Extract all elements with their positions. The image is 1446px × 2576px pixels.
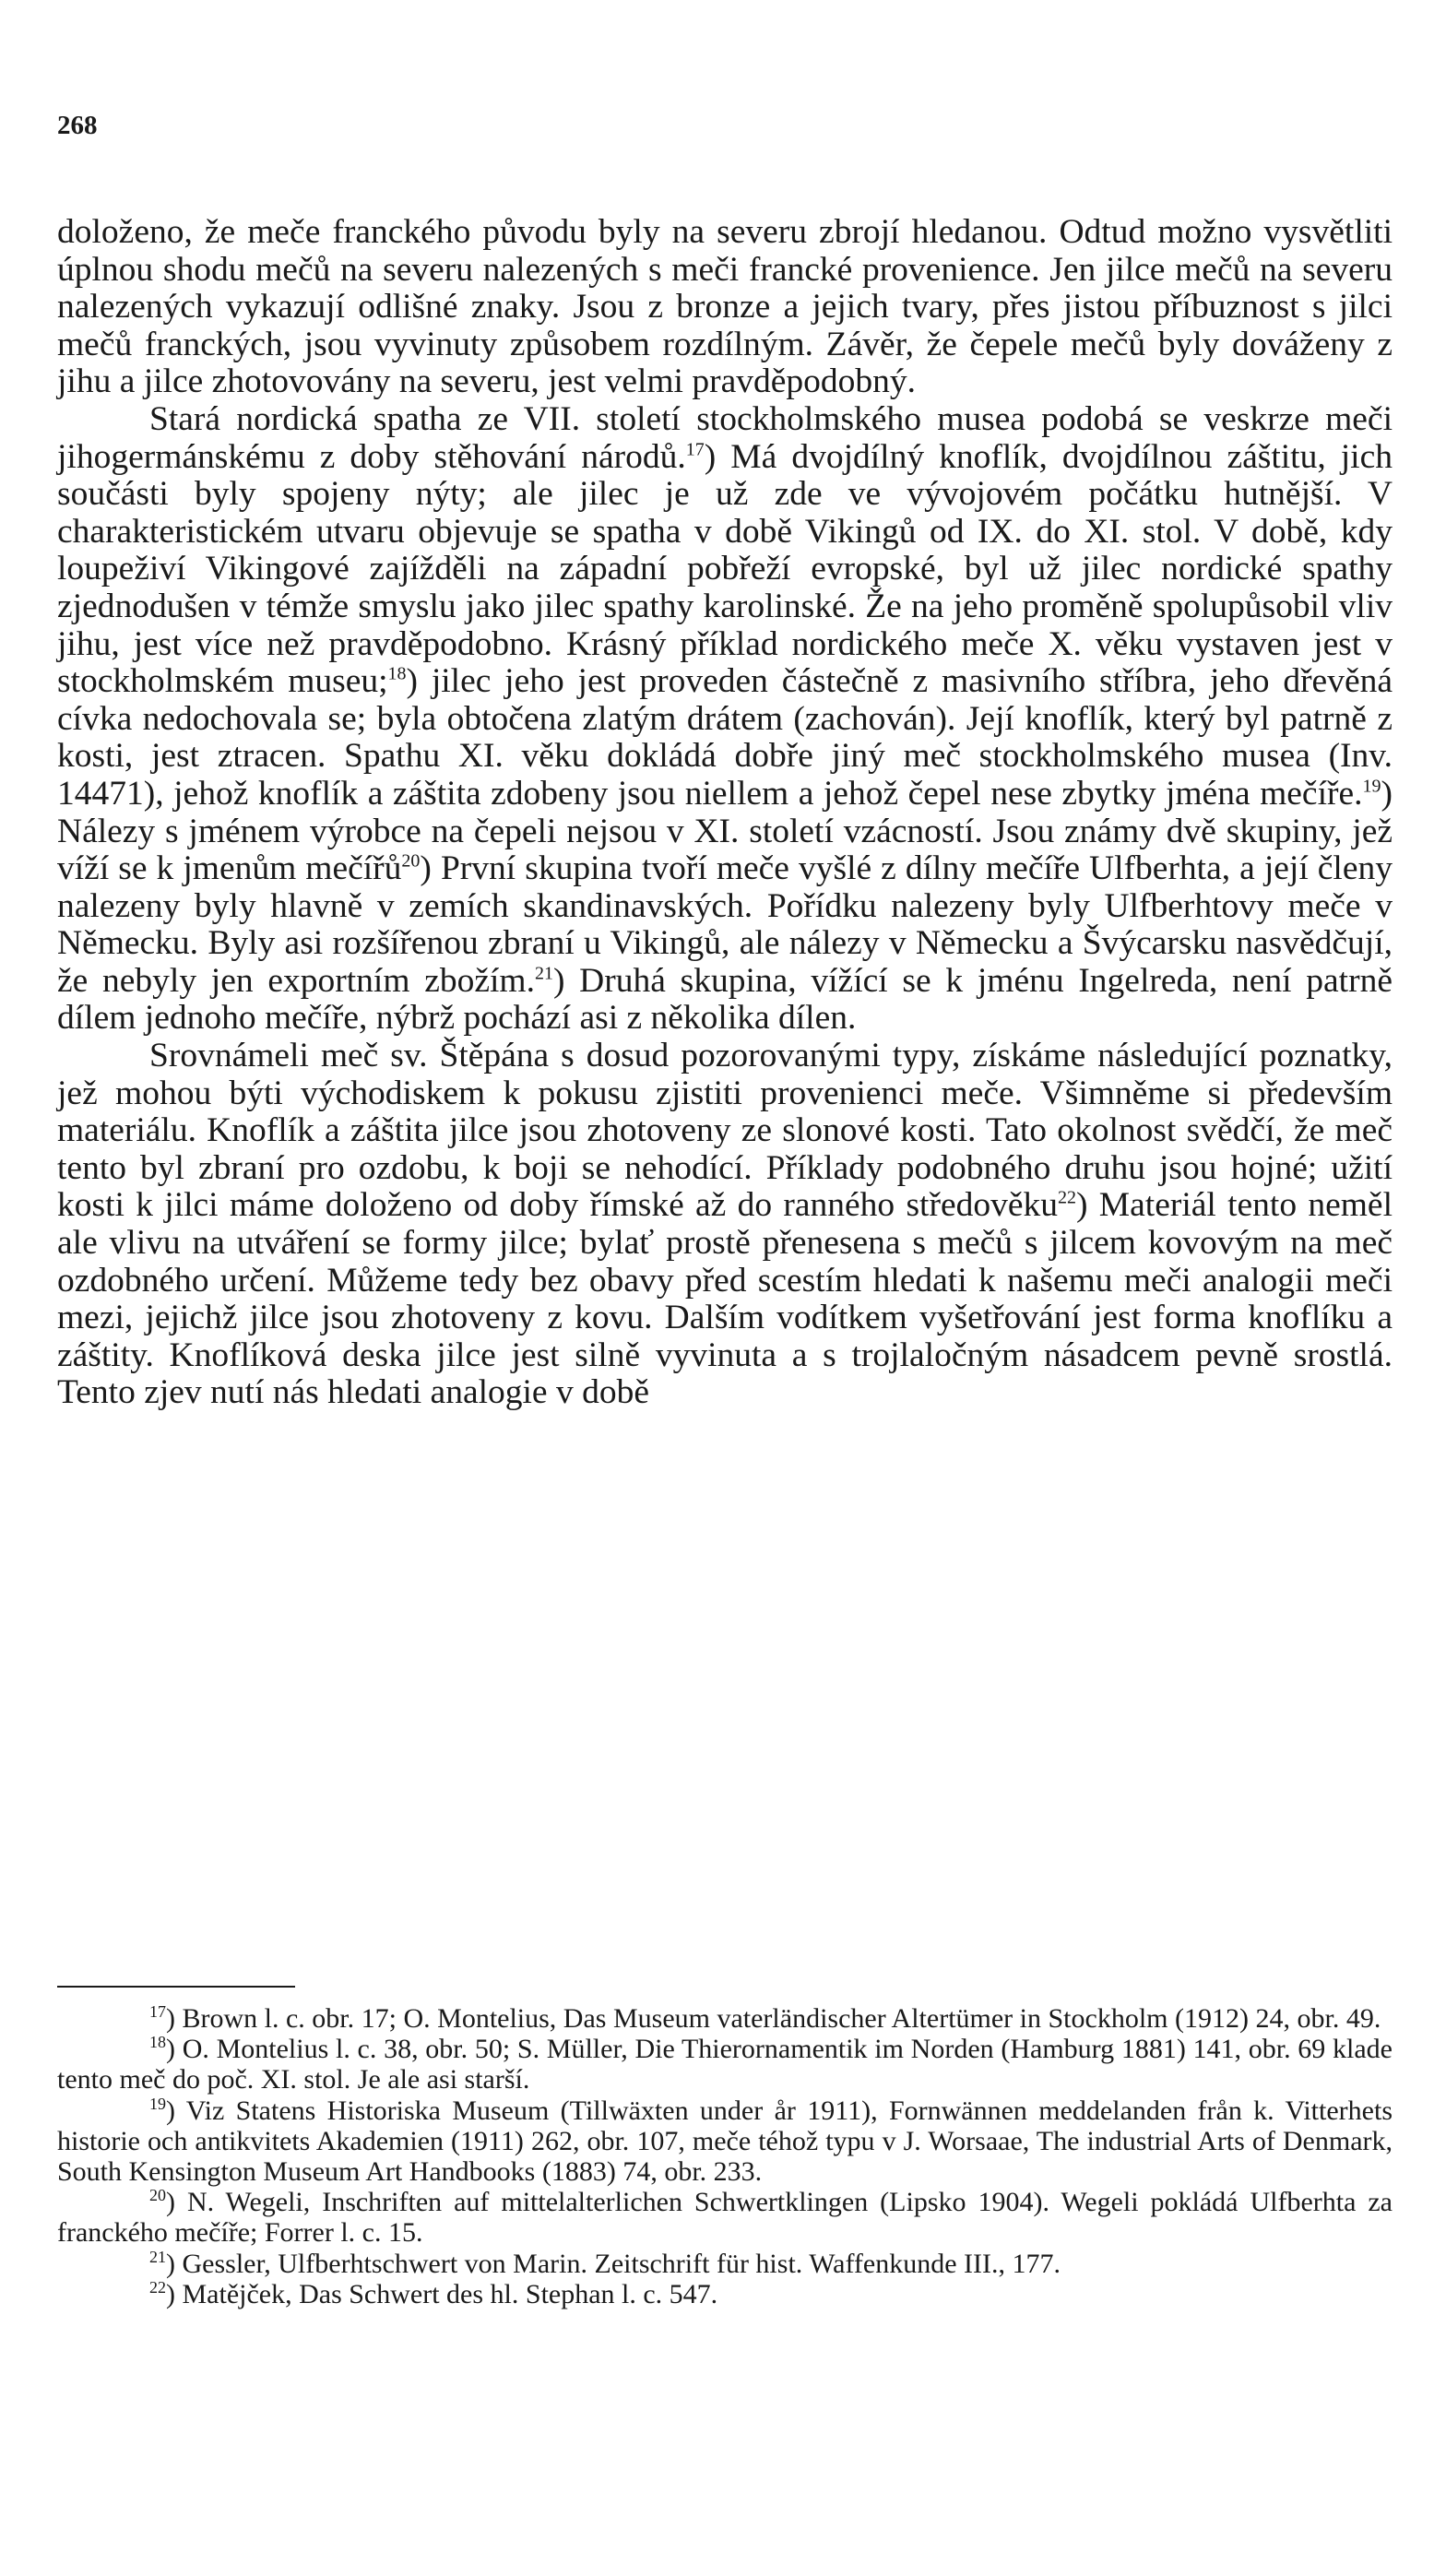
paragraph-text: ) Druhá skupina, vížící se k jménu Ingelreda, není patrně dílem jednoho mečíře, nýbrž pochází asi z několika dílen. [57, 961, 1393, 1038]
footnote-text: ) Gessler, Ulfberhtschwert von Marin. Zeitschrift für hist. Waffenkunde III., 177. [166, 2248, 1061, 2279]
footnote-text: ) Matějček, Das Schwert des hl. Stephan l. c. 547. [166, 2278, 718, 2309]
body-text [57, 214, 1393, 1412]
paragraph-text: doloženo, že meče franckého původu byly na severu zbrojí hledanou. Odtud možno vysvětliti úplnou shodu mečů na severu nalezených s meči francké provenience. Jen jilce mečů na severu nalezených vykazují odlišné znaky. Jsou z bronze a jejich tvary, přes jistou příbuznost s jilci mečů franckých, jsou vyvinuty způsobem rozdílným. Závěr, že čepele mečů byly dováženy z jihu a jilce zhotovovány na severu, jest velmi pravděpodobný. [57, 213, 1393, 401]
footnote-number: 22 [149, 2277, 166, 2297]
footnote-text: ) N. Wegeli, Inschriften auf mittelalterlichen Schwertklingen (Lipsko 1904). Wegeli pokládá Ulfberhta za franckého mečíře; Forrer l. c. 15. [57, 2187, 1393, 2249]
footnote-text: ) O. Montelius l. c. 38, obr. 50; S. Müller, Die Thierornamentik im Norden (Hamburg 1881) 141, obr. 69 klade tento meč do poč. XI. stol. Je ale asi starší. [57, 2034, 1393, 2095]
paragraph-text: ) Materiál tento neměl ale vlivu na utváření se formy jilce; bylať prostě přenesena s mečů s jilcem kovovým na meč ozdobného určení. Můžeme tedy bez obavy před scestím hledati k našemu meči analogii meči mezi, jejichž jilce jsou zhotoveny z kovu. Dalším vodítkem vyšetřování jest forma knoflíku a záštity. Knoflíková deska jilce jest silně vyvinuta a s trojlaločným násadcem pevně srostlá. Tento zjev nutí nás hledati analogie v době [57, 1186, 1393, 1412]
footnote-reference[interactable]: 18 [387, 663, 407, 684]
footnote-number: 19 [149, 2094, 166, 2113]
footnote [57, 2279, 1393, 2309]
paragraph-text: ) jilec jeho jest proveden částečně z masivního stříbra, jeho dřevěná cívka nedochovala se; byla obtočena zlatým drátem (zachován). Její knoflík, který byl patrně z kosti, jest ztracen. Spathu XI. věku dokládá dobře jiný meč stockholmského musea (Inv. 14471), jehož knoflík a záštita zdobeny jsou niellem a jehož čepel nese zbytky jména mečíře. [57, 662, 1393, 813]
footnote [57, 2034, 1393, 2095]
paragraph-text: Srovnámeli meč sv. Štěpána s dosud pozorovanými typy, získáme následující poznatky, jež mohou býti východiskem k pokusu zjistiti provenienci meče. Všimněme si především materiálu. Knoflík a záštita jilce jsou zhotoveny ze slonové kosti. Tato okolnost svědčí, že meč tento byl zbraní pro ozdobu, k boji se nehodící. Příklady podobného druhu jsou hojné; užití kosti k jilci máme doloženo od doby římské až do ranného středověku [57, 1037, 1393, 1225]
paragraph-text: ) První skupina tvoří meče vyšlé z dílny mečíře Ulfberhta, a její členy nalezeny byly hlavně v zemích skandinavských. Pořídku nalezeny byly Ulfberhtovy meče v Německu. Byly asi rozšířenou zbraní u Vikingů, ale nálezy v Německu a Švýcarsku nasvědčují, že nebyly jen exportním zbožím. [57, 849, 1393, 1000]
paragraph-text: Stará nordická spatha ze VII. století stockholmského musea podobá se veskrze meči jihogermánskému z doby stěhování národů. [57, 399, 1393, 476]
footnote-reference[interactable]: 19 [1362, 776, 1381, 797]
paragraph [57, 214, 1393, 401]
footnote-separator [57, 1986, 295, 1988]
paragraph [57, 1038, 1393, 1412]
footnote-text: ) Viz Statens Historiska Museum (Tillwäxten under år 1911), Fornwännen meddelanden från k. Vitterhets historie och antikvitets Akademien (1911) 262, obr. 107, meče téhož typu v J. Worsaae, The industrial Arts of Denmark, South Kensington Museum Art Handbooks (1883) 74, obr. 233. [57, 2095, 1393, 2188]
footnote-number: 20 [149, 2186, 166, 2205]
footnote-reference[interactable]: 22 [1058, 1187, 1076, 1208]
footnote [57, 2187, 1393, 2248]
footnote [57, 2095, 1393, 2188]
footnote [57, 2003, 1393, 2034]
footnote-number: 17 [149, 2002, 166, 2021]
footnote-reference[interactable]: 21 [534, 963, 553, 984]
footnote-text: ) Brown l. c. obr. 17; O. Montelius, Das Museum vaterländischer Altertümer in Stockholm (1912) 24, obr. 49. [166, 2003, 1381, 2034]
footnote-number: 18 [149, 2033, 166, 2052]
footnote-reference[interactable]: 20 [401, 850, 421, 872]
paragraph [57, 401, 1393, 1038]
paragraph-text: ) Nálezy s jménem výrobce na čepeli nejsou v XI. století vzácností. Jsou známy dvě skupiny, jež víží se k jmenům mečířů [57, 774, 1393, 888]
footnote-number: 21 [149, 2247, 166, 2266]
footnote [57, 2249, 1393, 2279]
footnotes [57, 2003, 1393, 2309]
page-number: 268 [57, 111, 98, 140]
footnote-reference[interactable]: 17 [685, 439, 705, 460]
paragraph-text: ) Má dvojdílný knoflík, dvojdílnou záštitu, jich součásti byly spojeny nýty; ale jilec je už zde ve vývojovém počátku hutnější. V charakteristickém utvaru objevuje se spatha v době Vikingů od IX. do XI. stol. V době, kdy loupeživí Vikingové zajížděli na západní pobřeží evropské, byl už jilec nordické spathy zjednodušen v témže smyslu jako jilec spathy karolinské. Že na jeho proměně spolupůsobil vliv jihu, jest více než pravděpodobno. Krásný příklad nordického meče X. věku vystaven jest v stockholmském museu; [57, 437, 1393, 701]
